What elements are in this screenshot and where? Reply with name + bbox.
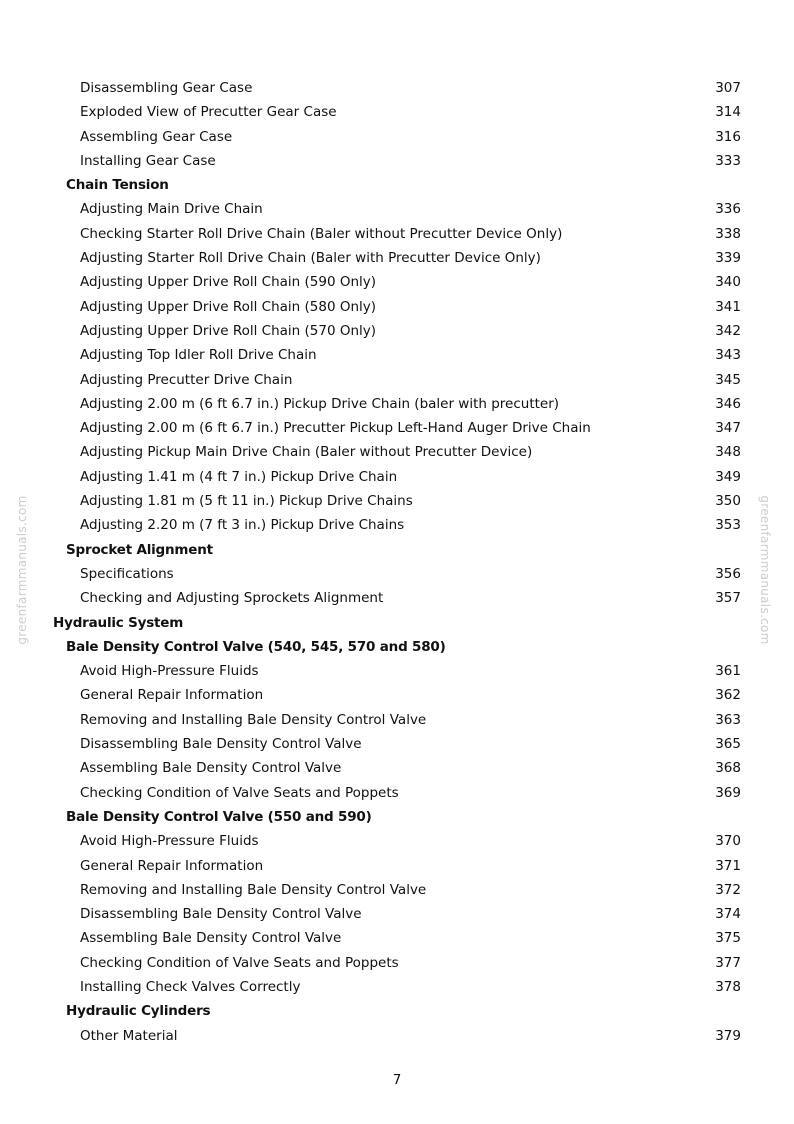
toc-page-number: 349 [715, 468, 741, 485]
toc-entry-title: Checking and Adjusting Sprockets Alignment [80, 590, 384, 607]
toc-subsection[interactable] [0, 538, 794, 562]
toc-page-number: 314 [715, 104, 741, 121]
toc-entry[interactable] [0, 76, 794, 100]
toc-entry-title: Exploded View of Precutter Gear Case [80, 104, 337, 121]
toc-subsection[interactable] [0, 999, 794, 1023]
toc-subsection-title: Hydraulic Cylinders [66, 1003, 211, 1020]
toc-entry[interactable] [0, 100, 794, 124]
toc-entry[interactable] [0, 829, 794, 853]
toc-entry[interactable] [0, 197, 794, 221]
toc-entry-title: Adjusting 2.20 m (7 ft 3 in.) Pickup Drive Chains [80, 517, 405, 534]
toc-entry-title: Disassembling Gear Case [80, 80, 253, 96]
toc-page-number: 365 [715, 736, 741, 753]
toc-entry-title: Adjusting Starter Roll Drive Chain (Baler with Precutter Device Only) [80, 250, 541, 267]
toc-entry[interactable] [0, 902, 794, 926]
toc-entry-title: Checking Condition of Valve Seats and Poppets [80, 784, 399, 801]
toc-entry-title: Removing and Installing Bale Density Control Valve [80, 711, 427, 728]
toc-page-number: 342 [715, 322, 741, 339]
toc-entry[interactable] [0, 149, 794, 173]
toc-subsection-title: Bale Density Control Valve (540, 545, 570 and 580) [66, 638, 446, 655]
watermark-left: greenfarmmanuals.com [15, 495, 29, 645]
toc-entry[interactable] [0, 416, 794, 440]
toc-entry[interactable] [0, 465, 794, 489]
toc-subsection-title: Bale Density Control Valve (550 and 590) [66, 808, 372, 825]
toc-section-title: Hydraulic System [53, 614, 184, 631]
toc-page-number: 350 [715, 493, 741, 510]
toc-entry-title: Specifications [80, 565, 174, 582]
toc-entry-title: Installing Gear Case [80, 152, 216, 169]
toc-page-number: 340 [715, 274, 741, 291]
toc-page-number: 336 [715, 201, 741, 218]
toc-entry-title: Disassembling Bale Density Control Valve [80, 736, 362, 753]
toc-entry[interactable] [0, 732, 794, 756]
toc-entry[interactable] [0, 975, 794, 999]
toc-entry-title: Avoid High-Pressure Fluids [80, 833, 259, 850]
toc-entry[interactable] [0, 659, 794, 683]
toc-entry[interactable] [0, 489, 794, 513]
toc-page-number: 362 [715, 687, 741, 704]
toc-subsection[interactable] [0, 805, 794, 829]
toc-page-number: 343 [715, 347, 741, 364]
toc-page-number: 369 [715, 784, 741, 801]
toc-entry[interactable] [0, 222, 794, 246]
toc-page-number: 363 [715, 711, 741, 728]
toc-entry-title: Adjusting 2.00 m (6 ft 6.7 in.) Pickup Drive Chain (baler with precutter) [80, 395, 560, 412]
toc-page-number: 375 [715, 930, 741, 947]
toc-entry-title: Disassembling Bale Density Control Valve [80, 906, 362, 923]
toc-entry[interactable] [0, 708, 794, 732]
toc-entry-title: Adjusting 1.81 m (5 ft 11 in.) Pickup Drive Chains [80, 493, 413, 510]
toc-subsection[interactable] [0, 635, 794, 659]
toc-entry[interactable] [0, 586, 794, 610]
toc-entry-title: Assembling Bale Density Control Valve [80, 760, 342, 777]
toc-entry[interactable] [0, 562, 794, 586]
toc-page-number: 357 [715, 590, 741, 607]
toc-entry-title: Avoid High-Pressure Fluids [80, 663, 259, 680]
toc-entry-title: Checking Starter Roll Drive Chain (Baler without Precutter Device Only) [80, 225, 563, 242]
toc-entry-title: Adjusting Pickup Main Drive Chain (Baler without Precutter Device) [80, 444, 533, 461]
toc-page-number: 379 [715, 1027, 741, 1044]
toc-entry[interactable] [0, 343, 794, 367]
toc-entry-title: Adjusting Top Idler Roll Drive Chain [80, 347, 317, 364]
toc-entry-title: General Repair Information [80, 857, 264, 874]
toc-page-number: 368 [715, 760, 741, 777]
toc-page-number: 346 [715, 395, 741, 412]
toc-page-number: 339 [715, 250, 741, 267]
page-number: 7 [392, 1072, 402, 1088]
toc-page-number: 356 [715, 565, 741, 582]
toc-page-number: 374 [715, 906, 741, 923]
toc-entry-title: Other Material [80, 1027, 178, 1044]
toc-entry-title: Adjusting 2.00 m (6 ft 6.7 in.) Precutter Pickup Left-Hand Auger Drive Chain [80, 420, 591, 437]
toc-page-number: 378 [715, 978, 741, 995]
toc-entry[interactable] [0, 246, 794, 270]
toc-page-number: 333 [715, 152, 741, 169]
toc-entry-title: Assembling Gear Case [80, 128, 233, 145]
toc-entry[interactable] [0, 368, 794, 392]
toc-entry-title: Adjusting Precutter Drive Chain [80, 371, 293, 388]
toc-entry-title: General Repair Information [80, 687, 264, 704]
toc-entry-title: Adjusting Upper Drive Roll Chain (570 Only) [80, 322, 377, 339]
toc-entry[interactable] [0, 781, 794, 805]
toc-page-number: 353 [715, 517, 741, 534]
toc-entry[interactable] [0, 878, 794, 902]
toc-page-number: 372 [715, 881, 741, 898]
toc-entry[interactable] [0, 319, 794, 343]
toc-page-number: 341 [715, 298, 741, 315]
toc-page-number: 338 [715, 225, 741, 242]
toc-entry[interactable] [0, 270, 794, 294]
toc-entry[interactable] [0, 756, 794, 780]
toc-entry[interactable] [0, 1024, 794, 1048]
toc-entry-title: Installing Check Valves Correctly [80, 978, 301, 995]
toc-entry[interactable] [0, 926, 794, 950]
toc-entry-title: Adjusting 1.41 m (4 ft 7 in.) Pickup Drive Chain [80, 468, 398, 485]
toc-entry-title: Assembling Bale Density Control Valve [80, 930, 342, 947]
toc-page-number: 377 [715, 954, 741, 971]
toc-page-number: 316 [715, 128, 741, 145]
toc-subsection[interactable] [0, 173, 794, 197]
toc-entry[interactable] [0, 392, 794, 416]
toc-page-number: 370 [715, 833, 741, 850]
toc-entry-title: Checking Condition of Valve Seats and Poppets [80, 954, 399, 971]
toc-entry[interactable] [0, 951, 794, 975]
toc-section[interactable] [0, 611, 794, 635]
toc-page-number: 348 [715, 444, 741, 461]
toc-entry[interactable] [0, 295, 794, 319]
toc-page-number: 361 [715, 663, 741, 680]
toc-page-number: 307 [715, 80, 741, 96]
toc-entry-title: Adjusting Main Drive Chain [80, 201, 263, 218]
toc-entry[interactable] [0, 513, 794, 537]
toc-entry-title: Adjusting Upper Drive Roll Chain (580 Only) [80, 298, 377, 315]
toc-page-number: 345 [715, 371, 741, 388]
watermark-right: greenfarmmanuals.com [758, 495, 772, 645]
toc-entry[interactable] [0, 125, 794, 149]
toc-subsection-title: Sprocket Alignment [66, 541, 213, 558]
toc-page-number: 371 [715, 857, 741, 874]
table-of-contents [0, 76, 794, 1048]
toc-subsection-title: Chain Tension [66, 177, 169, 194]
toc-entry[interactable] [0, 683, 794, 707]
toc-entry[interactable] [0, 854, 794, 878]
toc-entry-title: Removing and Installing Bale Density Control Valve [80, 881, 427, 898]
toc-entry[interactable] [0, 440, 794, 464]
toc-entry-title: Adjusting Upper Drive Roll Chain (590 Only) [80, 274, 377, 291]
toc-page-number: 347 [715, 420, 741, 437]
